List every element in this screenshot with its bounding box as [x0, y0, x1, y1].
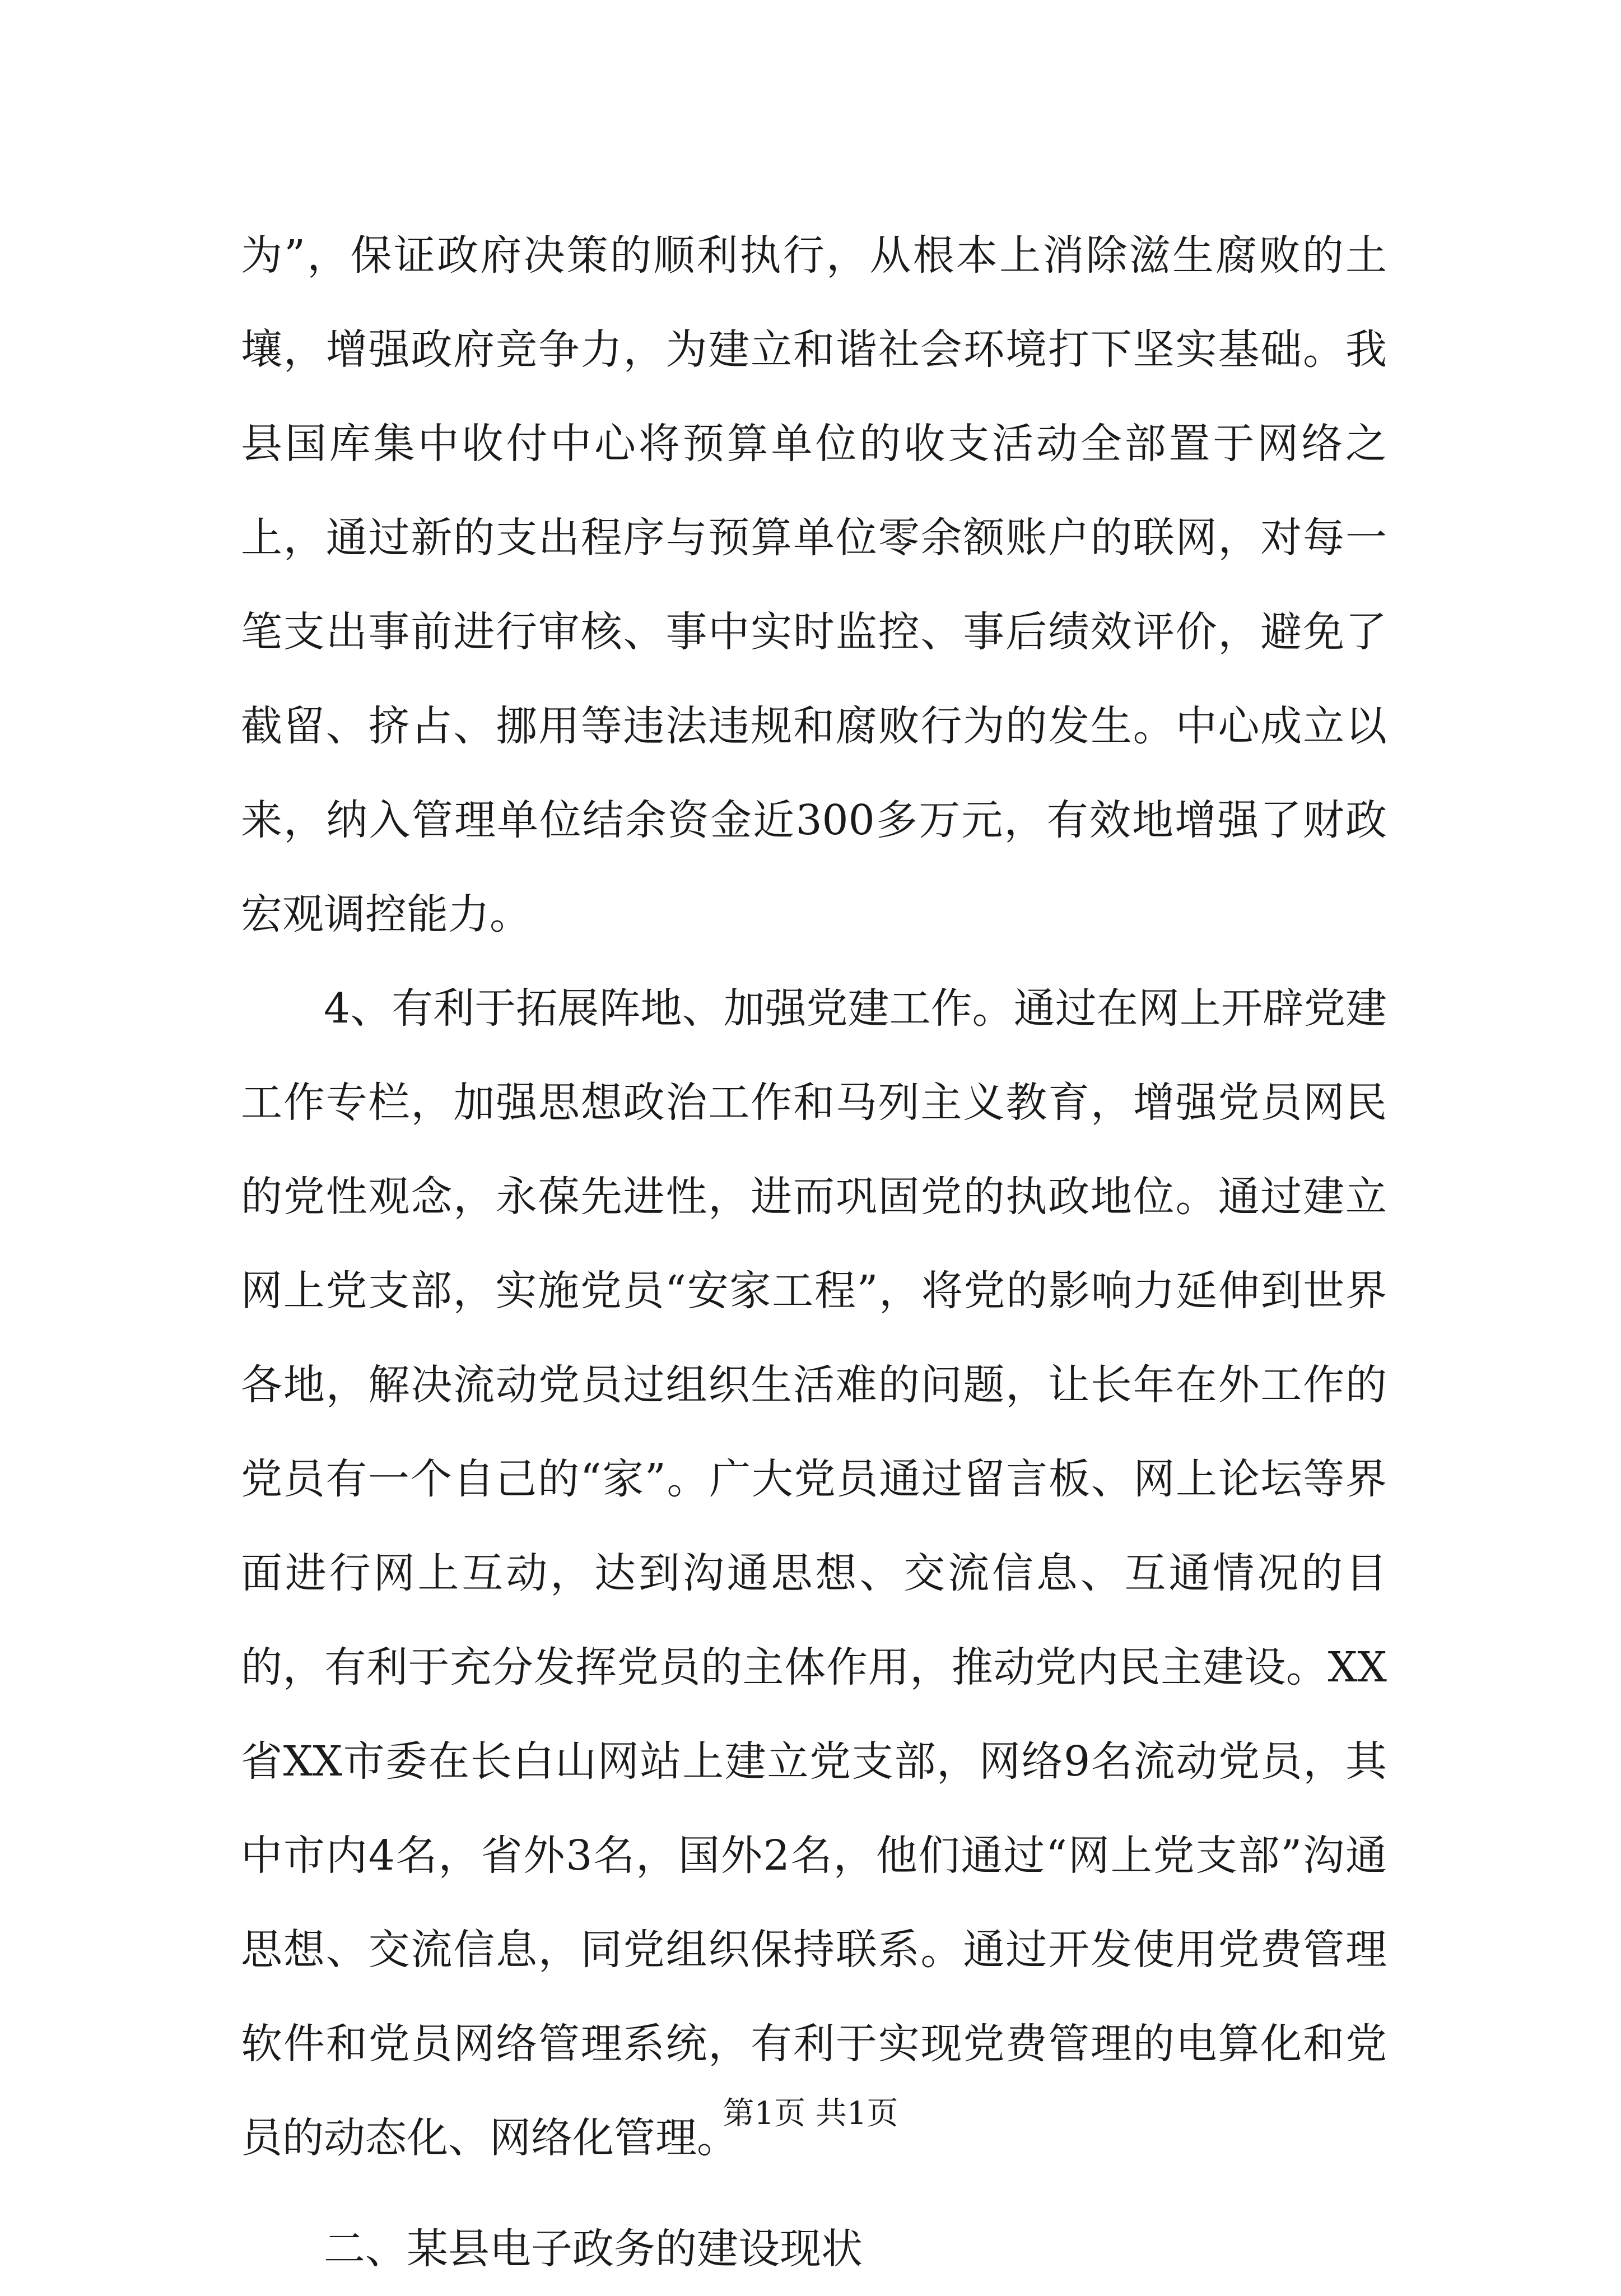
- document-body: [241, 208, 1387, 2296]
- paragraph-party-building: 4、有利于拓展阵地、加强党建工作。通过在网上开辟党建工作专栏，加强思想政治工作和马列主义教育，增强党员网民的党性观念，永葆先进性，进而巩固党的执政地位。通过建立网上党支部，实施党员“安家工程”，将党的影响力延伸到世界各地，解决流动党员过组织生活难的问题，让长年在外工作的党员有一个自己的“家”。广大党员通过留言板、网上论坛等界面进行网上互动，达到沟通思想、交流信息、互通情况的目的，有利于充分发挥党员的主体作用，推动党内民主建设。XX省XX市委在长白山网站上建立党支部，网络9名流动党员，其中市内4名，省外3名，国外2名，他们通过“网上党支部”沟通思想、交流信息，同党组织保持联系。通过开发使用党费管理软件和党员网络管理系统，有利于实现党费管理的电算化和党员的动态化、网络化管理。: [241, 984, 1387, 2162]
- paragraph-continuation: 为”，保证政府决策的顺利执行，从根本上消除滋生腐败的土壤，增强政府竞争力，为建立和谐社会环境打下坚实基础。我县国库集中收付中心将预算单位的收支活动全部置于网络之上，通过新的支出程序与预算单位零余额账户的联网，对每一笔支出事前进行审核、事中实时监控、事后绩效评价，避免了截留、挤占、挪用等违法违规和腐败行为的发生。中心成立以来，纳入管理单位结余资金近300多万元，有效地增强了财政宏观调控能力。: [241, 231, 1387, 938]
- page-footer: 第1页 共1页: [723, 2095, 898, 2132]
- section-heading: 二、某县电子政务的建设现状: [324, 2225, 863, 2273]
